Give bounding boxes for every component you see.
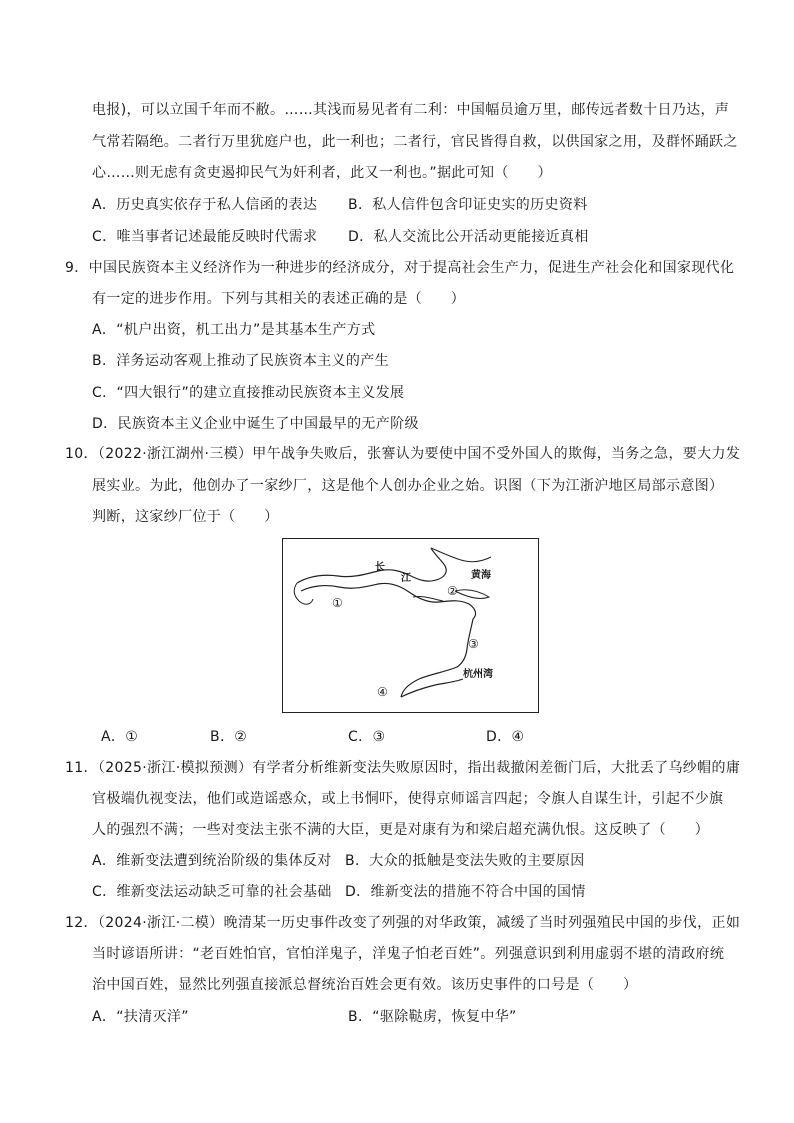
map-label-chang: 长 — [375, 562, 385, 573]
q8-stem-line-1: 电报)，可以立国千年而不敝。……其浅而易见者有二利：中国幅员逾万里，邮传远者数十日乃达，声 — [92, 102, 730, 118]
q8-stem-line-2: 气常若隔绝。二者行万里犹庭户也，此一利也；二者行，官民皆得自救，以供国家之用，及群怀踊跃之 — [92, 134, 738, 150]
q10-stem-line-1: 10．（2022·浙江湖州·三模）甲午战争失败后，张謇认为要使中国不受外国人的欺侮，当务之急，要大力发 — [65, 446, 741, 462]
q10-stem-line-2: 展实业。为此，他创办了一家纱厂，这是他个人创办企业之始。识图（下为江浙沪地区局部示意图） — [92, 478, 724, 494]
map-marker-3: ③ — [468, 637, 479, 651]
q12-stem-line-2: 当时谚语所讲：“老百姓怕官，官怕洋鬼子，洋鬼子怕老百姓”。列强意识到利用虚弱不堪的清政府统 — [92, 946, 725, 962]
q11-option-d: D．维新变法的措施不符合中国的国情 — [345, 884, 586, 900]
map-marker-4: ④ — [377, 685, 388, 699]
map-drawing — [283, 539, 538, 712]
q10-stem-line-3: 判断，这家纱厂位于（ ） — [92, 509, 279, 525]
q8-option-b: B．私人信件包含印证史实的历史资料 — [348, 197, 588, 213]
q12-stem-line-1: 12．（2024·浙江·二模）晚清某一历史事件改变了列强的对华政策，减缓了当时列强殖民中国的步伐，正如 — [65, 915, 741, 931]
q11-stem-line-1: 11．（2025·浙江·模拟预测）有学者分析维新变法失败原因时，指出裁撤闲差衙门后，大批丢了乌纱帽的庸 — [65, 760, 741, 776]
q12-option-a: A．“扶清灭洋” — [92, 1009, 189, 1025]
q9-stem-line-1: 9．中国民族资本主义经济作为一种进步的经济成分，对于提高社会生产力，促进生产社会化和国家现代化 — [65, 260, 735, 276]
q10-option-b: B．② — [210, 729, 248, 745]
q12-stem-line-3: 治中国百姓，显然比列强直接派总督统治百姓会更有效。该历史事件的口号是（ ） — [92, 977, 638, 993]
q9-option-b: B．洋务运动客观上推动了民族资本主义的产生 — [92, 353, 389, 369]
q11-option-c: C．维新变法运动缺乏可靠的社会基础 — [92, 884, 332, 900]
q10-option-d: D．④ — [486, 729, 525, 745]
q10-option-a: A．① — [101, 729, 139, 745]
map-label-jiang: 江 — [401, 573, 411, 584]
q10-option-c: C．③ — [348, 729, 386, 745]
q8-stem-line-3: 心……则无虑有贪吏遏抑民气为奸利者，此又一利也。”据此可知（ ） — [92, 165, 552, 181]
q9-option-d: D．民族资本主义企业中诞生了中国最早的无产阶级 — [92, 416, 419, 432]
q9-option-a: A．“机户出资，机工出力”是其基本生产方式 — [92, 322, 376, 338]
q11-option-a: A．维新变法遭到统治阶级的集体反对 — [92, 853, 332, 869]
map-label-huanghai: 黄海 — [471, 570, 491, 581]
map-marker-2: ② — [447, 584, 458, 598]
q11-option-b: B．大众的抵触是变法失败的主要原因 — [345, 853, 585, 869]
map-label-hangzhouwan: 杭州湾 — [463, 669, 493, 680]
jiangzhehu-map — [282, 538, 539, 713]
q12-option-b: B．“驱除鞑虏，恢复中华” — [348, 1009, 517, 1025]
q9-option-c: C．“四大银行”的建立直接推动民族资本主义发展 — [92, 385, 405, 401]
q11-stem-line-3: 人的强烈不满；一些对变法主张不满的大臣，更是对康有为和梁启超充满仇恨。这反映了（ ） — [92, 822, 710, 838]
q9-stem-line-2: 有一定的进步作用。下列与其相关的表述正确的是（ ） — [92, 291, 466, 307]
q11-stem-line-2: 官极端仇视变法，他们或造谣惑众，或上书恫吓，使得京师谣言四起；令旗人自谋生计，引起不少旗 — [92, 791, 724, 807]
q8-option-d: D．私人交流比公开活动更能接近真相 — [348, 229, 589, 245]
map-marker-1: ① — [332, 596, 343, 610]
q8-option-a: A．历史真实依存于私人信函的表达 — [92, 197, 318, 213]
q8-option-c: C．唯当事者记述最能反映时代需求 — [92, 229, 318, 245]
